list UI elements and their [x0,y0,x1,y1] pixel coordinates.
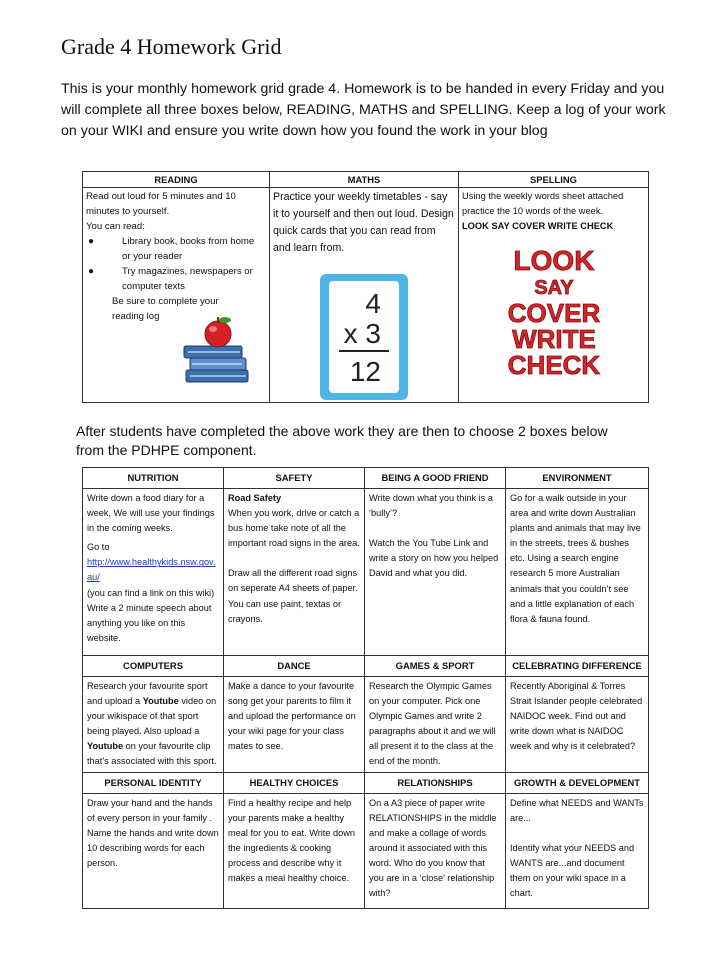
reading-line-2: You can read: [86,221,145,232]
flash-card-image [319,273,409,401]
environment-header: ENVIRONMENT [506,468,649,489]
computers-header: COMPUTERS [83,656,224,677]
healthykids-link[interactable]: http://www.healthykids.nsw.gov.au/ [87,557,216,583]
svg-text:SAY: SAY [533,277,574,299]
games-header: GAMES & SPORT [365,656,506,677]
reading-options-list [86,234,266,294]
reading-option: ● Library book, books from home or your reader [88,236,255,262]
identity-cell: Draw your hand and the hands of every person in your family . Name the hands and write down 10 describing words for each person. [83,793,224,908]
healthy-cell: Find a healthy recipe and help your parents make a healthy meal for you to eat. Write down the ingredients & cooking process and describe why it makes a meal healthy choice. [224,793,365,908]
healthy-header: HEALTHY CHOICES [224,772,365,793]
spelling-instructions: Using the weekly words sheet attached practice the 10 words of the week. [462,191,624,216]
svg-text:CHECK: CHECK [507,350,600,380]
maths-header: MATHS [270,172,459,188]
intro-paragraph: This is your monthly homework grid grade 4. Homework is to be handed in every Friday and you will complete all three boxes below, READING, MATHS and SPELLING. Keep a log of your work on your WIKI and ensure you write down how you found the work in your blog [61,81,666,139]
reading-header: READING [83,172,270,188]
computers-cell: Research your favourite sport and upload a Youtube video on your wikispace of that sport being played. Also upload a Youtube on your favourite clip that's associated with this sport. [83,677,224,773]
celebrating-header: CELEBRATING DIFFERENCE [506,656,649,677]
relationships-header: RELATIONSHIPS [365,772,506,793]
friend-header: BEING A GOOD FRIEND [365,468,506,489]
svg-text:LOOK: LOOK [513,245,594,276]
friend-cell: Write down what you think is a ‘bully’? Watch the You Tube Link and write a story on how you helped David and what you did. [365,489,506,656]
identity-header: PERSONAL IDENTITY [83,772,224,793]
growth-header: GROWTH & DEVELOPMENT [506,772,649,793]
pdhpe-grid [82,467,649,909]
environment-cell: Go for a walk outside in your area and write down Australian plants and animals that may live in the streets, trees & bushes etc. Using a search engine research 5 more Australian animals that you couldn’t see and a little explanation of each flora & fauna found. [506,489,649,656]
dance-cell: Make a dance to your favourite song get your parents to film it and upload the performance on your wiki page for your class mates to see. [224,677,365,773]
bullet-icon: ● [88,266,95,277]
dance-header: DANCE [224,656,365,677]
bullet-icon: ● [88,236,95,247]
svg-text:12: 12 [349,356,381,387]
look-say-cover-write-check-clipart [494,240,614,380]
svg-text:WRITE: WRITE [511,324,596,354]
relationships-cell: On a A3 piece of paper write RELATIONSHIPS in the middle and make a collage of words around it associated with this word. Who do you know that you are in a ‘close’ relationship with? [365,793,506,908]
spelling-cell [459,188,649,403]
reading-option: ● Try magazines, newspapers or computer texts [88,266,253,292]
spelling-header: SPELLING [459,172,649,188]
nutrition-cell: Write down a food diary for a week, We will use your findings in the coming weeks. Go to http://www.healthykids.nsw.gov.au/ (you can find a link on this wiki) Write a 2 minute speech about anything you like on this website. [83,489,224,656]
safety-header: SAFETY [224,468,365,489]
nutrition-header: NUTRITION [83,468,224,489]
games-cell: Research the Olympic Games on your computer. Pick one Olympic Games and write 2 paragraphs about it and we will all present it to the class at the end of the month. [365,677,506,773]
reading-line-3: Be sure to complete your reading log [112,296,219,322]
maths-cell [270,188,459,403]
apple-books-clipart [180,316,260,388]
svg-text:4: 4 [365,288,381,319]
celebrating-cell: Recently Aboriginal & Torres Strait Islander people celebrated NAIDOC week. Find out and write down what is NAIDOC week and why is it celebrated? [506,677,649,773]
reading-cell [83,188,270,403]
spelling-method: LOOK SAY COVER WRITE CHECK [462,221,614,231]
pdhpe-instructions: After students have completed the above work they are then to choose 2 boxes below from the PDHPE component. [76,423,608,458]
reading-line-1: Read out loud for 5 minutes and 10 minutes to yourself. [86,191,236,217]
svg-text:COVER: COVER [507,298,600,328]
core-homework-table [82,171,649,403]
safety-cell: Road Safety When you work, drive or catch a bus home take note of all the important road signs in the area. Draw all the different road signs on seperate A4 sheets of paper. You can use paint, textas or crayons. [224,489,365,656]
page-title: Grade 4 Homework Grid [61,34,282,59]
maths-instructions: Practice your weekly timetables - say it to yourself and then out loud. Design quick cards that you can read from and learn from. [273,191,454,254]
svg-text:x 3: x 3 [343,318,381,349]
growth-cell: Define what NEEDS and WANTs are... Identify what your NEEDS and WANTS are...and document them on your wiki space in a chart. [506,793,649,908]
